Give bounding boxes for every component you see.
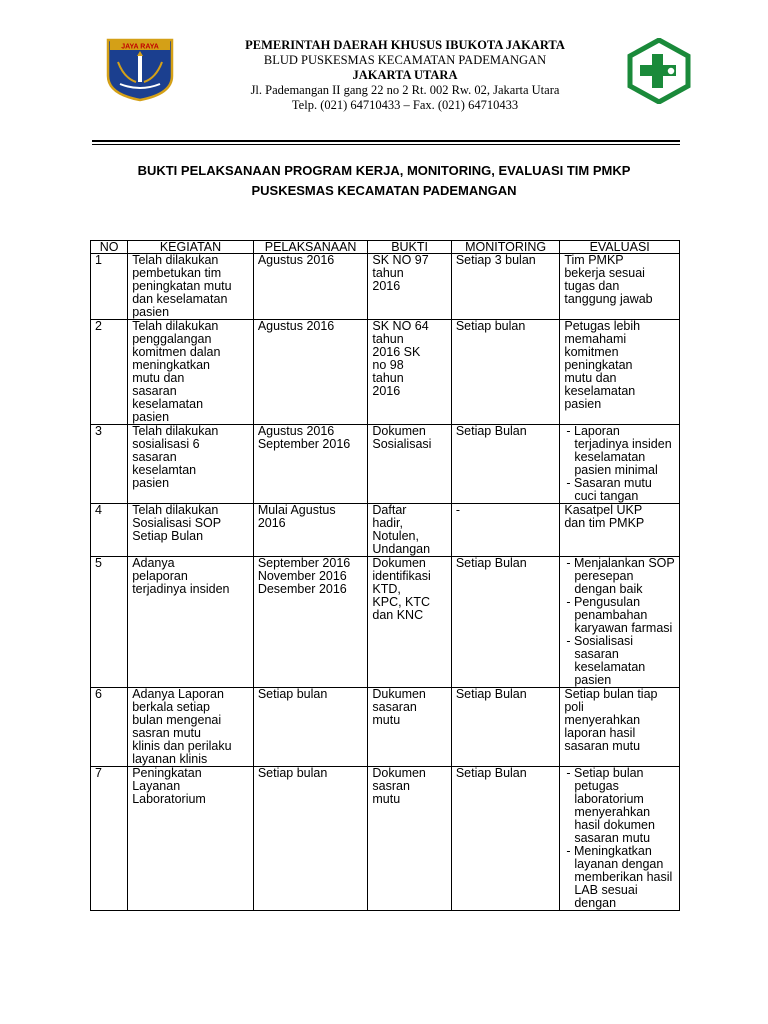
- pelaksanaan-line: Agustus 2016: [257, 424, 335, 438]
- evaluasi-line: menyerahkan: [564, 713, 641, 727]
- evaluasi-line: laporan hasil: [564, 726, 636, 740]
- cell-bukti: [368, 557, 451, 688]
- bukti-line: 2016 SK: [372, 345, 421, 359]
- cell-kegiatan: [128, 320, 254, 425]
- header-kegiatan: KEGIATAN: [128, 241, 254, 254]
- kegiatan-line: meningkatkan: [132, 358, 211, 372]
- kegiatan-line: pelaporan: [132, 569, 188, 583]
- cell-bukti: [368, 688, 451, 767]
- bukti-line: KTD,: [372, 582, 401, 596]
- table-row: [91, 767, 680, 911]
- document-subtitle: PUSKESMAS KECAMATAN PADEMANGAN: [251, 183, 517, 198]
- evaluasi-item: - Sosialisasi sasaran keselamatan pasien: [566, 634, 646, 687]
- cell-bukti: [368, 425, 451, 504]
- cell-no: 7: [91, 767, 128, 911]
- evaluasi-line: komitmen: [564, 345, 619, 359]
- cell-monitoring: Setiap Bulan: [451, 425, 560, 504]
- evaluasi-line: tanggung jawab: [564, 292, 653, 306]
- kegiatan-line: Layanan: [132, 779, 181, 793]
- table-row: [91, 504, 680, 557]
- evaluasi-line: keselamatan: [564, 384, 636, 398]
- cell-monitoring: Setiap Bulan: [451, 688, 560, 767]
- bukti-line: Daftar: [372, 503, 407, 517]
- cell-pelaksanaan: [253, 254, 368, 320]
- header-monitoring: MONITORING: [451, 241, 560, 254]
- pelaksanaan-line: Setiap bulan: [257, 687, 328, 701]
- header-no: NO: [91, 241, 128, 254]
- cell-evaluasi: [560, 504, 680, 557]
- cell-monitoring: Setiap Bulan: [451, 557, 560, 688]
- kegiatan-line: keselamtan: [132, 463, 197, 477]
- kegiatan-line: komitmen dalan: [132, 345, 221, 359]
- letterhead-phone-fax: Telp. (021) 64710433 – Fax. (021) 64710433: [291, 98, 519, 112]
- cell-bukti: [368, 504, 451, 557]
- kegiatan-line: penggalangan: [132, 332, 212, 346]
- bukti-line: Dokumen: [372, 556, 426, 570]
- letterhead: [0, 34, 768, 114]
- evaluasi-line: mutu dan: [564, 371, 617, 385]
- header-bukti: BUKTI: [368, 241, 451, 254]
- kegiatan-line: pembetukan tim: [132, 266, 222, 280]
- kegiatan-line: dan keselamatan: [132, 292, 228, 306]
- bukti-line: hadir,: [372, 516, 403, 530]
- table-row: [91, 425, 680, 504]
- cell-no: 1: [91, 254, 128, 320]
- cell-kegiatan: [128, 557, 254, 688]
- evaluasi-item: - Meningkatkan layanan dengan memberikan hasil LAB sesuai dengan: [566, 844, 673, 910]
- evaluasi-item: - Pengusulan penambahan karyawan farmasi: [566, 595, 673, 635]
- cell-bukti: [368, 767, 451, 911]
- evaluasi-line: Kasatpel UKP: [564, 503, 643, 517]
- kegiatan-line: sasaran: [132, 450, 177, 464]
- letterhead-divider-thin: [92, 144, 680, 145]
- table-header-row: [91, 241, 680, 254]
- evaluasi-line: sasaran mutu: [564, 739, 641, 753]
- letterhead-divider-thick: [92, 140, 680, 142]
- cell-kegiatan: [128, 767, 254, 911]
- kegiatan-line: Adanya: [132, 556, 175, 570]
- cell-no: 4: [91, 504, 128, 557]
- pelaksanaan-line: 2016: [257, 516, 286, 530]
- evaluasi-line: pasien: [564, 397, 602, 411]
- bukti-line: tahun: [372, 266, 404, 280]
- evaluasi-line: bekerja sesuai: [564, 266, 645, 280]
- puskesmas-logo: [626, 38, 692, 104]
- evaluasi-list: [564, 425, 675, 503]
- jakarta-coat-of-arms-logo: [104, 36, 176, 102]
- bukti-line: 2016: [372, 384, 401, 398]
- evaluasi-line: Tim PMKP: [564, 253, 624, 267]
- bukti-line: tahun: [372, 371, 404, 385]
- bukti-line: Undangan: [372, 542, 431, 556]
- bukti-line: sasaran: [372, 700, 417, 714]
- kegiatan-line: Telah dilakukan: [132, 424, 219, 438]
- cell-pelaksanaan: [253, 504, 368, 557]
- evaluasi-list: [564, 767, 675, 910]
- cell-pelaksanaan: [253, 767, 368, 911]
- evaluasi-line: tugas dan: [564, 279, 620, 293]
- pelaksanaan-line: Desember 2016: [257, 582, 347, 596]
- evaluasi-line: Petugas lebih: [564, 319, 641, 333]
- bukti-line: SK NO 64: [372, 319, 429, 333]
- pelaksanaan-line: Setiap bulan: [257, 766, 328, 780]
- cell-evaluasi: [560, 254, 680, 320]
- letterhead-address: Jl. Pademangan II gang 22 no 2 Rt. 002 Rw. 02, Jakarta Utara: [250, 83, 560, 97]
- kegiatan-line: Adanya Laporan: [132, 687, 224, 701]
- cell-pelaksanaan: [253, 320, 368, 425]
- bukti-line: dan KNC: [372, 608, 424, 622]
- pelaksanaan-line: Agustus 2016: [257, 319, 335, 333]
- cell-pelaksanaan: [253, 425, 368, 504]
- kegiatan-line: mutu dan: [132, 371, 185, 385]
- table-row: [91, 688, 680, 767]
- evaluasi-line: dan tim PMKP: [564, 516, 645, 530]
- bukti-line: mutu: [372, 713, 401, 727]
- evaluasi-list: [564, 557, 675, 687]
- evaluasi-line: peningkatan: [564, 358, 633, 372]
- evaluasi-line: Setiap bulan tiap: [564, 687, 658, 701]
- kegiatan-line: Sosialisasi SOP: [132, 516, 222, 530]
- kegiatan-line: klinis dan perilaku: [132, 739, 232, 753]
- header-pelaksanaan: PELAKSANAAN: [253, 241, 368, 254]
- bukti-line: 2016: [372, 279, 401, 293]
- cell-pelaksanaan: [253, 557, 368, 688]
- cell-monitoring: Setiap 3 bulan: [451, 254, 560, 320]
- bukti-line: mutu: [372, 792, 401, 806]
- bukti-line: Dukumen: [372, 687, 426, 701]
- cell-monitoring: Setiap Bulan: [451, 767, 560, 911]
- cell-evaluasi: [560, 320, 680, 425]
- evaluasi-item: - Laporan terjadinya insiden keselamatan pasien minimal: [566, 424, 672, 477]
- cell-kegiatan: [128, 688, 254, 767]
- kegiatan-line: keselamatan: [132, 397, 204, 411]
- pelaksanaan-line: November 2016: [257, 569, 347, 583]
- kegiatan-line: berkala setiap: [132, 700, 211, 714]
- evaluasi-item: - Sasaran mutu cuci tangan: [566, 476, 652, 503]
- kegiatan-line: pasien: [132, 410, 170, 424]
- kegiatan-line: sasaran: [132, 384, 177, 398]
- bukti-line: tahun: [372, 332, 404, 346]
- bukti-line: sasran: [372, 779, 410, 793]
- pelaksanaan-line: Agustus 2016: [257, 253, 335, 267]
- cell-kegiatan: [128, 504, 254, 557]
- pelaksanaan-line: September 2016: [257, 437, 351, 451]
- evaluasi-line: memahami: [564, 332, 627, 346]
- kegiatan-line: pasien: [132, 305, 170, 319]
- cell-no: 2: [91, 320, 128, 425]
- kegiatan-line: pasien: [132, 476, 170, 490]
- table-body: [91, 254, 680, 911]
- kegiatan-line: sosialisasi 6: [132, 437, 200, 451]
- table-row: [91, 320, 680, 425]
- cell-evaluasi: [560, 425, 680, 504]
- kegiatan-line: Laboratorium: [132, 792, 206, 806]
- bukti-line: no 98: [372, 358, 404, 372]
- kegiatan-line: Telah dilakukan: [132, 503, 219, 517]
- kegiatan-line: terjadinya insiden: [132, 582, 230, 596]
- evaluasi-line: poli: [564, 700, 584, 714]
- kegiatan-line: Telah dilakukan: [132, 319, 219, 333]
- document-title: BUKTI PELAKSANAAN PROGRAM KERJA, MONITORING, EVALUASI TIM PMKP: [137, 163, 631, 178]
- evaluasi-item: - Menjalankan SOP peresepan dengan baik: [566, 556, 675, 596]
- svg-text:JAYA RAYA: JAYA RAYA: [121, 43, 159, 51]
- bukti-line: KPC, KTC: [372, 595, 431, 609]
- bukti-line: Notulen,: [372, 529, 419, 543]
- cell-kegiatan: [128, 254, 254, 320]
- kegiatan-line: Setiap Bulan: [132, 529, 204, 543]
- letterhead-government: PEMERINTAH DAERAH KHUSUS IBUKOTA JAKARTA: [245, 38, 565, 52]
- cell-monitoring: -: [451, 504, 560, 557]
- kegiatan-line: layanan klinis: [132, 752, 208, 766]
- cell-monitoring: Setiap bulan: [451, 320, 560, 425]
- bukti-line: Sosialisasi: [372, 437, 432, 451]
- cell-evaluasi: [560, 557, 680, 688]
- cell-no: 6: [91, 688, 128, 767]
- kegiatan-line: Peningkatan: [132, 766, 202, 780]
- cell-pelaksanaan: [253, 688, 368, 767]
- pelaksanaan-line: September 2016: [257, 556, 351, 570]
- cell-evaluasi: [560, 767, 680, 911]
- letterhead-region: JAKARTA UTARA: [352, 68, 458, 82]
- bukti-line: Dokumen: [372, 766, 426, 780]
- kegiatan-line: bulan mengenai: [132, 713, 222, 727]
- cell-bukti: [368, 254, 451, 320]
- header-evaluasi: EVALUASI: [560, 241, 680, 254]
- table-row: [91, 254, 680, 320]
- cell-bukti: [368, 320, 451, 425]
- bukti-line: SK NO 97: [372, 253, 429, 267]
- evaluasi-item: - Setiap bulan petugas laboratorium menyerahkan hasil dokumen sasaran mutu: [566, 766, 655, 845]
- cell-no: 5: [91, 557, 128, 688]
- cell-kegiatan: [128, 425, 254, 504]
- bukti-line: identifikasi: [372, 569, 431, 583]
- cell-no: 3: [91, 425, 128, 504]
- bukti-line: Dokumen: [372, 424, 426, 438]
- cell-evaluasi: [560, 688, 680, 767]
- kegiatan-line: Telah dilakukan: [132, 253, 219, 267]
- letterhead-institution: BLUD PUSKESMAS KECAMATAN PADEMANGAN: [263, 53, 547, 67]
- program-table: [90, 240, 680, 911]
- kegiatan-line: peningkatan mutu: [132, 279, 232, 293]
- kegiatan-line: sasran mutu: [132, 726, 201, 740]
- pelaksanaan-line: Mulai Agustus: [257, 503, 336, 517]
- table-row: [91, 557, 680, 688]
